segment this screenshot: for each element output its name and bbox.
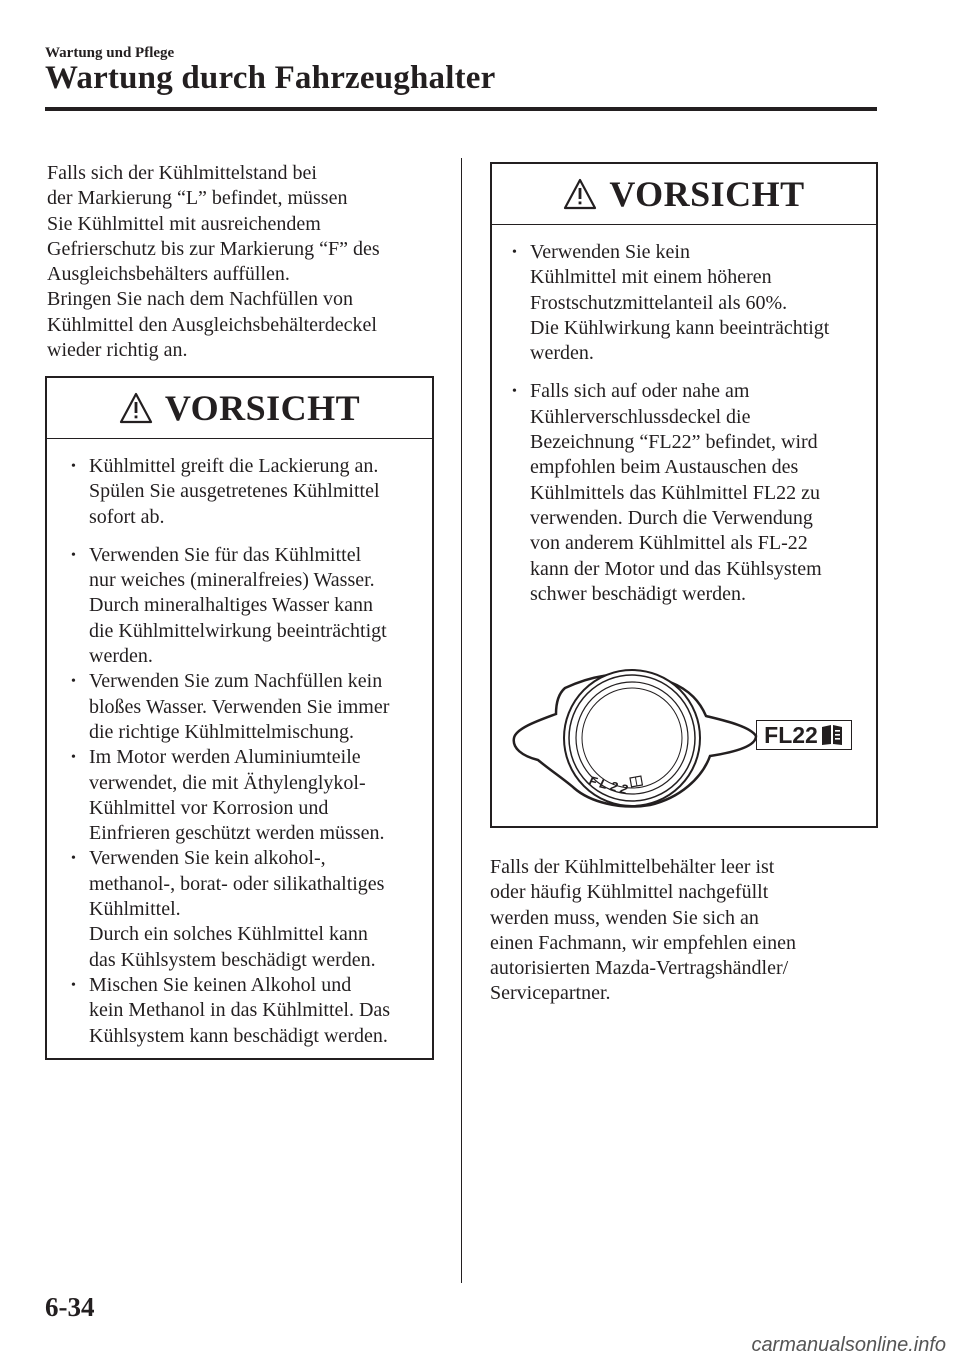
intro-paragraph: Falls sich der Kühlmittelstand bei der Markierung “L” befindet, müssen Sie Kühlmittel mit ausreichendem Gefrierschutz bis zur Markierung “F” des Ausgleichsbehälters auffüllen. Bringen Sie nach dem Nachfüllen von Kühlmittel den Ausgleichsbehälterdeckel wieder richtig an. [47,162,380,362]
caution-header [492,164,876,225]
fl22-label: FL22 [764,721,818,748]
caution-item: • Falls sich auf oder nahe am Kühlerverschlussdeckel die Bezeichnung “FL22” befindet, wird empfohlen beim Austauschen des Kühlmittels das Kühlmittel FL22 zu verwenden. Durch die Verwendung von anderem Kühlmittel als FL-22 kann der Motor und das Kühlsystem schwer beschädigt werden. [492,379,876,607]
manual-book-icon [820,724,844,746]
cap-marking-text: FL22 [587,772,633,798]
caution-title: VORSICHT [164,388,361,428]
fl22-label-box [756,720,852,750]
section-title: Wartung und Pflege [45,45,175,61]
warning-triangle-icon [563,178,597,210]
caution-item: • Im Motor werden Aluminiumteile verwendet, die mit Äthylenglykol- Kühlmittel vor Korrosion und Einfrieren geschützt werden müssen. [51,745,431,846]
warning-triangle-icon [119,392,153,424]
caution-header [47,378,432,439]
caution-box-left [45,376,434,1060]
watermark: carmanualsonline.info [751,1334,946,1356]
caution-list [51,454,431,1049]
caution-item: • Verwenden Sie für das Kühlmittel nur weiches (mineralfreies) Wasser. Durch mineralhaltiges Wasser kann die Kühlmittelwirkung beeinträchtigt werden. [51,543,431,669]
column-divider [461,158,462,1283]
caution-item: • Verwenden Sie zum Nachfüllen kein bloßes Wasser. Verwenden Sie immer die richtige Kühlmittelmischung. [51,669,431,745]
caution-list [492,240,876,607]
page-number: 6-34 [45,1292,95,1322]
caution-item: • Verwenden Sie kein Kühlmittel mit einem höheren Frostschutzmittelanteil als 60%. Die Kühlwirkung kann beeinträchtigt werden. [492,240,876,366]
chapter-title: Wartung durch Fahrzeughalter [45,60,496,96]
caution-item: • Verwenden Sie kein alkohol-, methanol-, borat- oder silikathaltiges Kühlmittel. Durch ein solches Kühlmittel kann das Kühlsystem beschädigt werden. [51,846,431,972]
caution-title: VORSICHT [609,174,805,214]
header-rule [45,107,877,111]
outro-paragraph: Falls der Kühlmittelbehälter leer ist oder häufig Kühlmittel nachgefüllt werden muss, wenden Sie sich an einen Fachmann, wir empfehlen einen autorisierten Mazda-Vertragshändler/ Servicepartner. [490,856,796,1005]
caution-item: • Mischen Sie keinen Alkohol und kein Methanol in das Kühlmittel. Das Kühlsystem kann beschädigt werden. [51,973,431,1049]
caution-item: • Kühlmittel greift die Lackierung an. Spülen Sie ausgetretenes Kühlmittel sofort ab. [51,454,431,530]
